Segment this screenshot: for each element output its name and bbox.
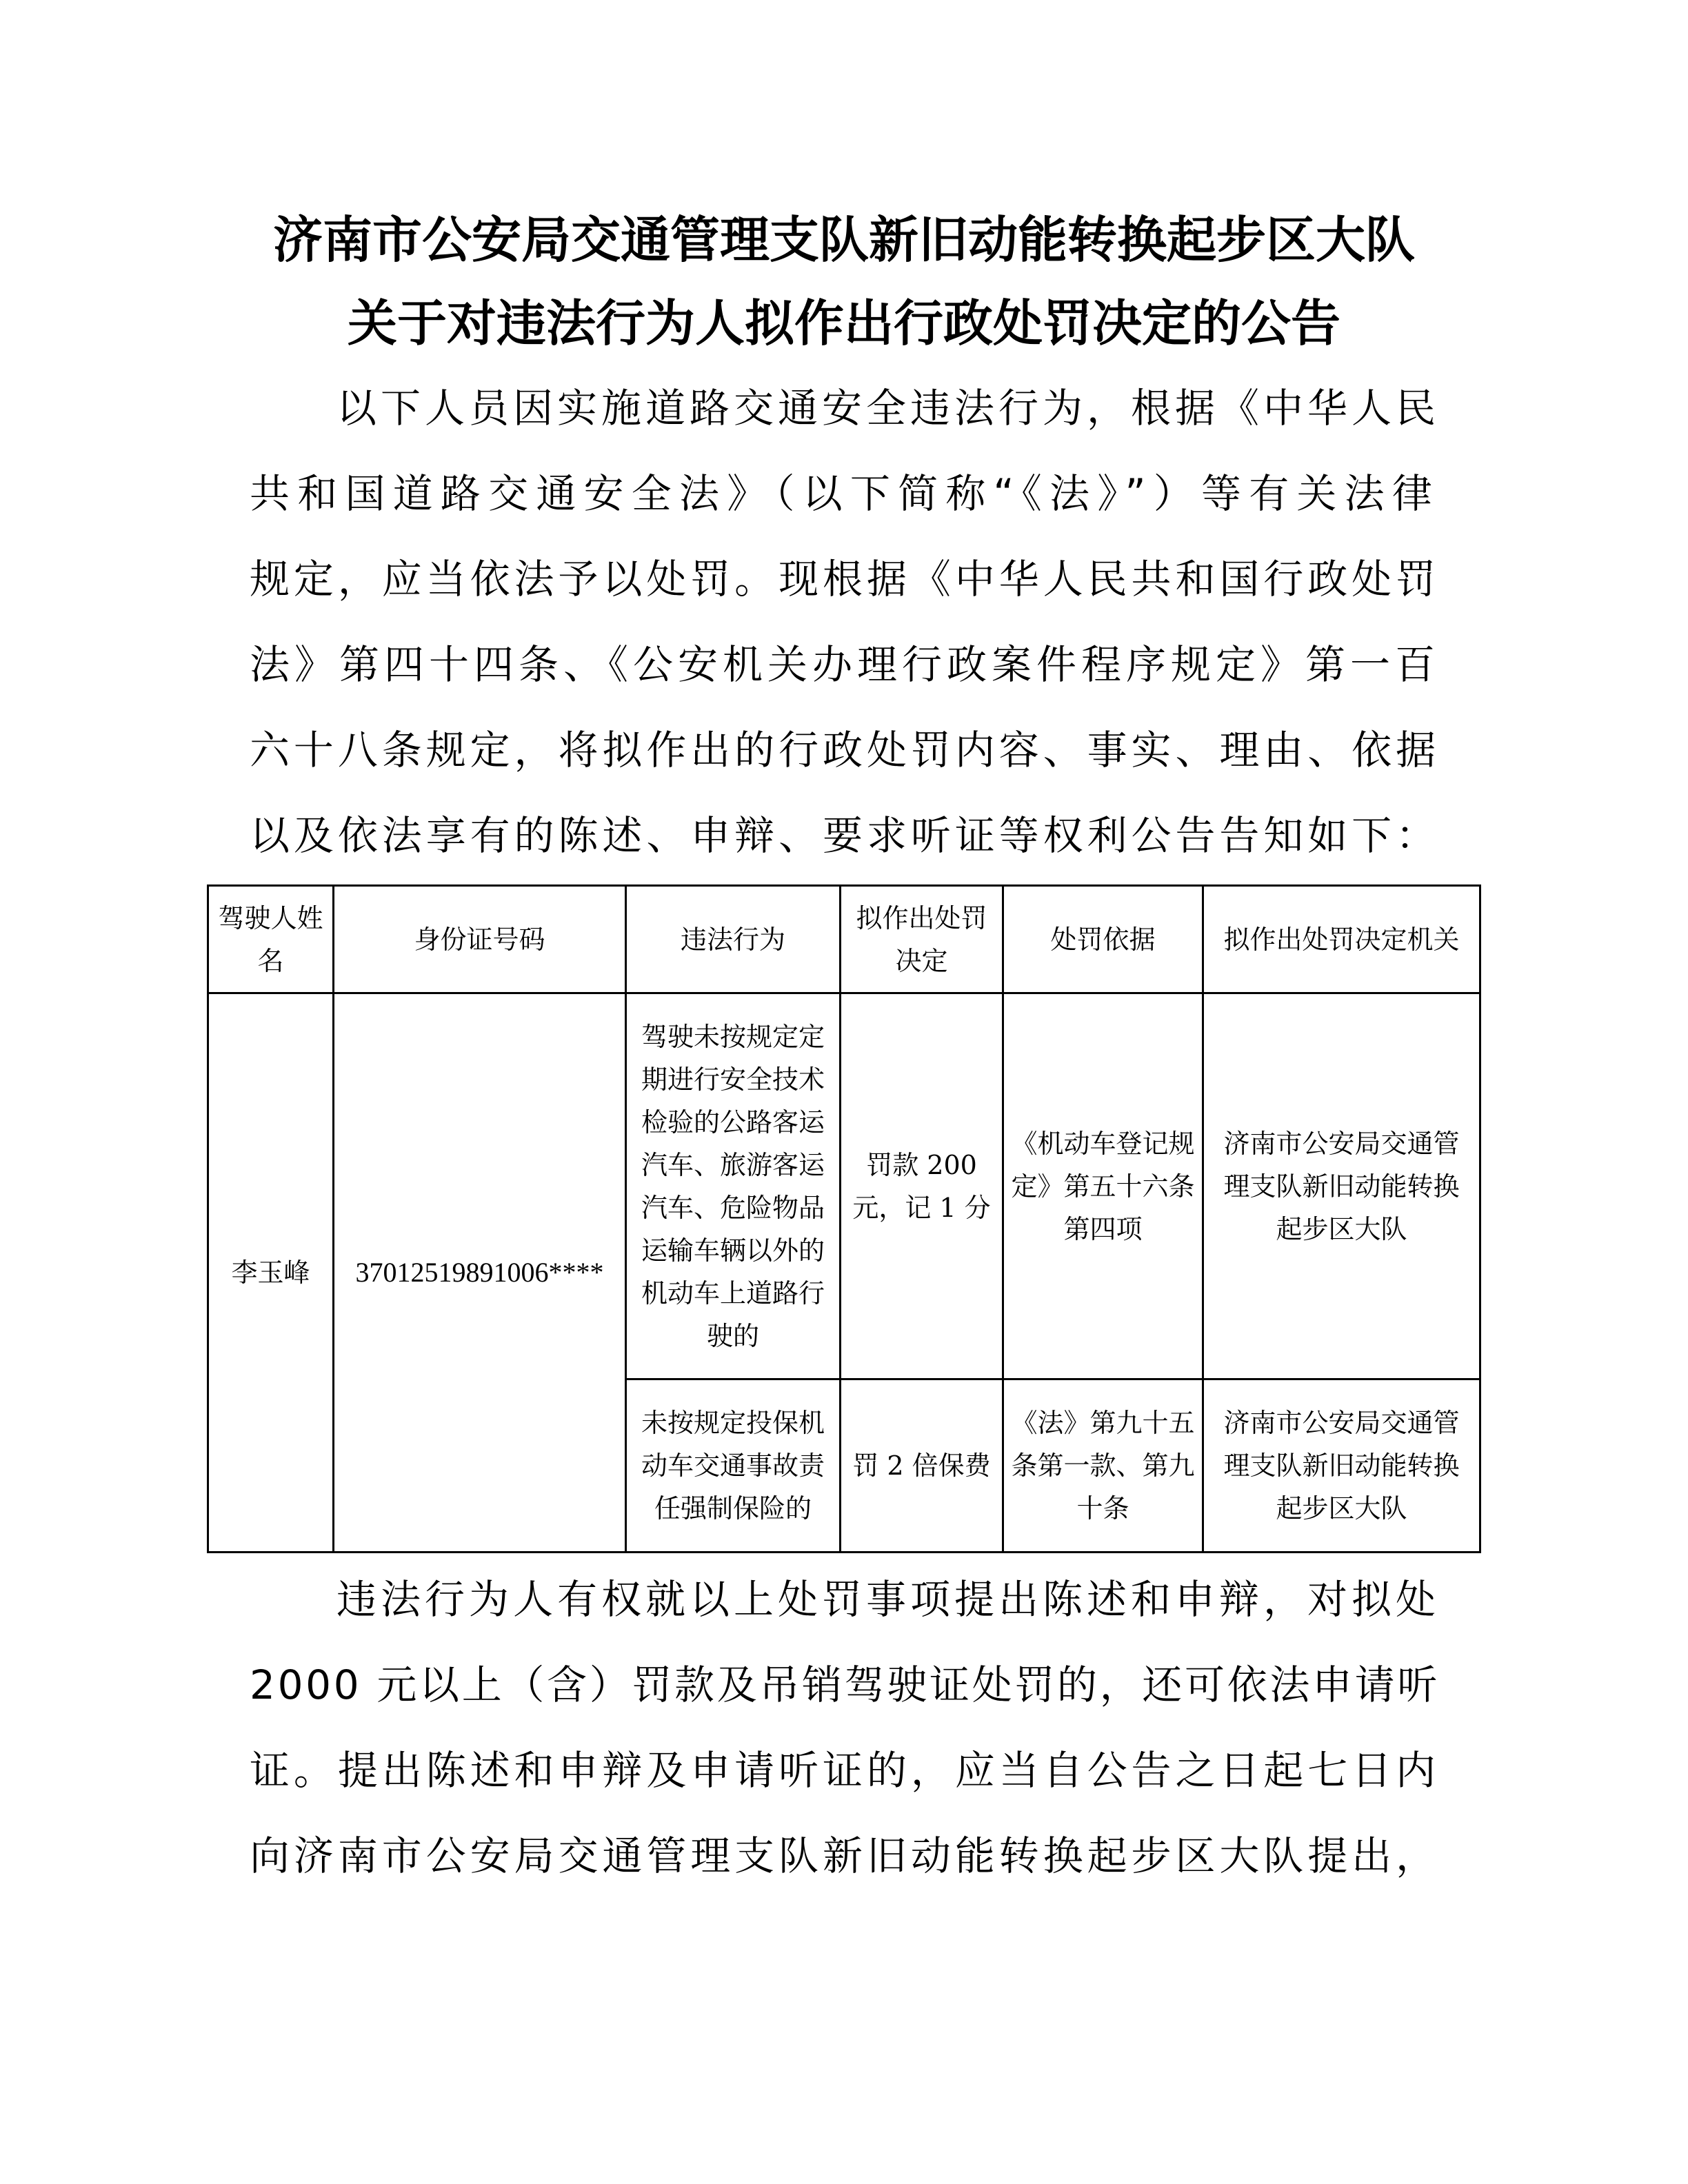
id-number-cell: 37012519891006**** [334, 993, 626, 1553]
violation-cell: 驾驶未按规定定期进行安全技术检验的公路客运汽车、旅游客运汽车、危险物品运输车辆以外的机动车上道路行驶的 [626, 993, 841, 1379]
penalty-table [207, 884, 1481, 1553]
table-row [208, 993, 1480, 1379]
intro-line: 法》第四十四条、《公安机关办理行政案件程序规定》第一百 [250, 641, 1440, 688]
basis-cell: 《机动车登记规定》第五十六条第四项 [1003, 993, 1203, 1379]
closing-line: 违法行为人有权就以上处罚事项提出陈述和申辩，对拟处 [336, 1576, 1440, 1623]
basis-cell: 《法》第九十五条第一款、第九十条 [1003, 1379, 1203, 1553]
notice-title-line-2: 关于对违法行为人拟作出行政处罚决定的公告 [347, 294, 1340, 352]
notice-title-line-1: 济南市公安局交通管理支队新旧动能转换起步区大队 [272, 210, 1415, 269]
closing-line: 证。提出陈述和申辩及申请听证的，应当自公告之日起七日内 [250, 1747, 1440, 1794]
intro-line: 以及依法享有的陈述、申辩、要求听证等权利公告告知如下： [250, 812, 1440, 859]
header-proposed-penalty: 拟作出处罚决定 [841, 886, 1003, 993]
intro-line: 共和国道路交通安全法》（以下简称“《法》”）等有关法律 [250, 470, 1440, 517]
authority-cell: 济南市公安局交通管理支队新旧动能转换起步区大队 [1203, 1379, 1480, 1553]
driver-name-cell: 李玉峰 [208, 993, 334, 1553]
header-authority: 拟作出处罚决定机关 [1203, 886, 1480, 993]
penalty-cell: 罚款 200 元，记 1 分 [841, 993, 1003, 1379]
penalty-cell: 罚 2 倍保费 [841, 1379, 1003, 1553]
intro-line: 六十八条规定，将拟作出的行政处罚内容、事实、理由、依据 [250, 727, 1440, 774]
authority-cell: 济南市公安局交通管理支队新旧动能转换起步区大队 [1203, 993, 1480, 1379]
table-header-row [208, 886, 1480, 993]
intro-line: 规定，应当依法予以处罚。现根据《中华人民共和国行政处罚 [250, 556, 1440, 603]
closing-paragraph [250, 1557, 1440, 1899]
closing-line: 向济南市公安局交通管理支队新旧动能转换起步区大队提出， [250, 1832, 1440, 1879]
closing-line: 2000 元以上（含）罚款及吊销驾驶证处罚的，还可依法申请听 [250, 1661, 1440, 1708]
header-violation: 违法行为 [626, 886, 841, 993]
header-penalty-basis: 处罚依据 [1003, 886, 1203, 993]
header-driver-name: 驾驶人姓名 [208, 886, 334, 993]
violation-cell: 未按规定投保机动车交通事故责任强制保险的 [626, 1379, 841, 1553]
intro-line: 以下人员因实施道路交通安全违法行为，根据《中华人民 [336, 385, 1440, 432]
header-id-number: 身份证号码 [334, 886, 626, 993]
intro-paragraph [250, 365, 1440, 878]
